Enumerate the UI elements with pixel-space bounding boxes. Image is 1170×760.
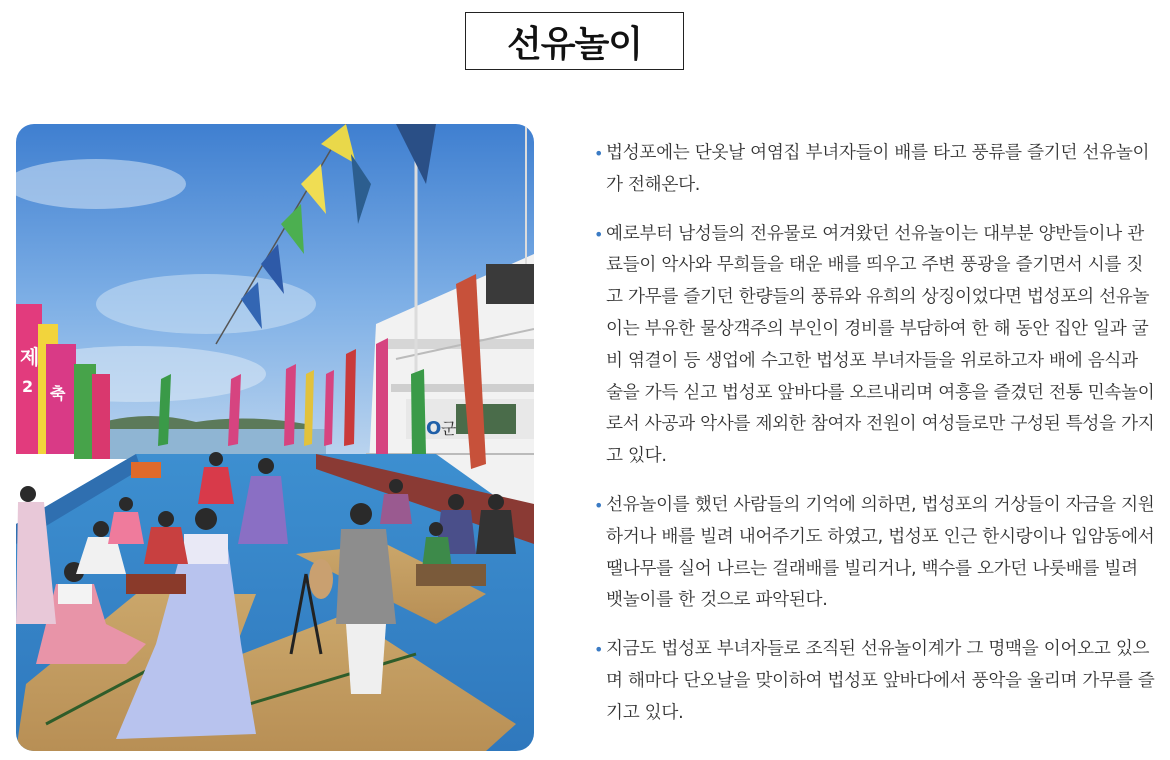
paragraph-line: 뱃놀이를 한 것으로 파악된다. <box>606 590 828 611</box>
description-content <box>592 138 1155 747</box>
bullet-dot: • <box>594 144 604 163</box>
paragraph-1 <box>592 138 1148 202</box>
paragraph-line: 료들이 악사와 무희들을 태운 배를 띄우고 주변 풍광을 즐기면서 시를 짓 <box>606 255 1144 276</box>
paragraph-line: 하거나 배를 빌려 내어주기도 하였고, 법성포 인근 한시랑이나 입암동에서 <box>606 526 1155 547</box>
paragraph-line: 로서 사공과 악사를 제외한 참여자 전원이 여성들로만 구성된 특성을 가지 <box>606 414 1155 435</box>
paragraph-4 <box>592 634 1155 729</box>
paragraph-line: 며 해마다 단오날을 맞이하여 법성포 앞바다에서 풍악을 울리며 가무를 즐 <box>606 670 1155 691</box>
paragraph-line: 법성포에는 단옷날 여염집 부녀자들이 배를 타고 풍류를 즐기던 선유놀이 <box>606 143 1150 163</box>
paragraph-line: 비 엮결이 등 생업에 수고한 법성포 부녀자들을 위로하고자 배에 음식과 <box>606 350 1138 371</box>
paragraph-line: 고 있다. <box>606 446 667 467</box>
paragraph-line: 이는 부유한 물상객주의 부인이 경비를 부담하여 한 해 동안 집안 일과 굴 <box>606 318 1149 339</box>
paragraph-line: 땔나무를 실어 나르는 걸래배를 빌리거나, 백수를 오가던 나룻배를 빌려 <box>606 558 1138 579</box>
paragraph-line: 고 가무를 즐기던 한량들의 풍류와 유희의 상징이었다면 법성포의 선유놀 <box>606 287 1150 308</box>
bullet-dot: • <box>594 640 604 660</box>
festival-photo <box>16 124 534 751</box>
page-title: 선유놀이 <box>506 23 643 65</box>
svg-text:O: O <box>426 418 442 439</box>
paragraph-line: 가 전해온다. <box>606 174 701 195</box>
page-title-box <box>465 12 684 70</box>
svg-text:2: 2 <box>22 377 34 396</box>
paragraph-line: 예로부터 남성들의 전유물로 여겨왔던 선유놀이는 대부분 양반들이나 관 <box>606 223 1144 244</box>
bullet-dot: • <box>594 224 604 244</box>
svg-text:군: 군 <box>441 419 457 438</box>
paragraph-line: 선유놀이를 했던 사람들의 기억에 의하면, 법성포의 거상들이 자금을 지원 <box>606 494 1155 515</box>
paragraph-3 <box>592 490 1155 617</box>
svg-text:축: 축 <box>50 384 66 403</box>
paragraph-line: 지금도 법성포 부녀자들로 조직된 선유놀이계가 그 명맥을 이어오고 있으 <box>606 639 1150 660</box>
bullet-dot: • <box>594 495 604 515</box>
svg-text:제: 제 <box>20 345 40 369</box>
paragraph-line: 술을 가득 싣고 법성포 앞바다를 오르내리며 여흥을 즐겼던 전통 민속놀이 <box>606 382 1155 403</box>
paragraph-2 <box>592 219 1155 473</box>
paragraph-line: 기고 있다. <box>606 702 684 723</box>
